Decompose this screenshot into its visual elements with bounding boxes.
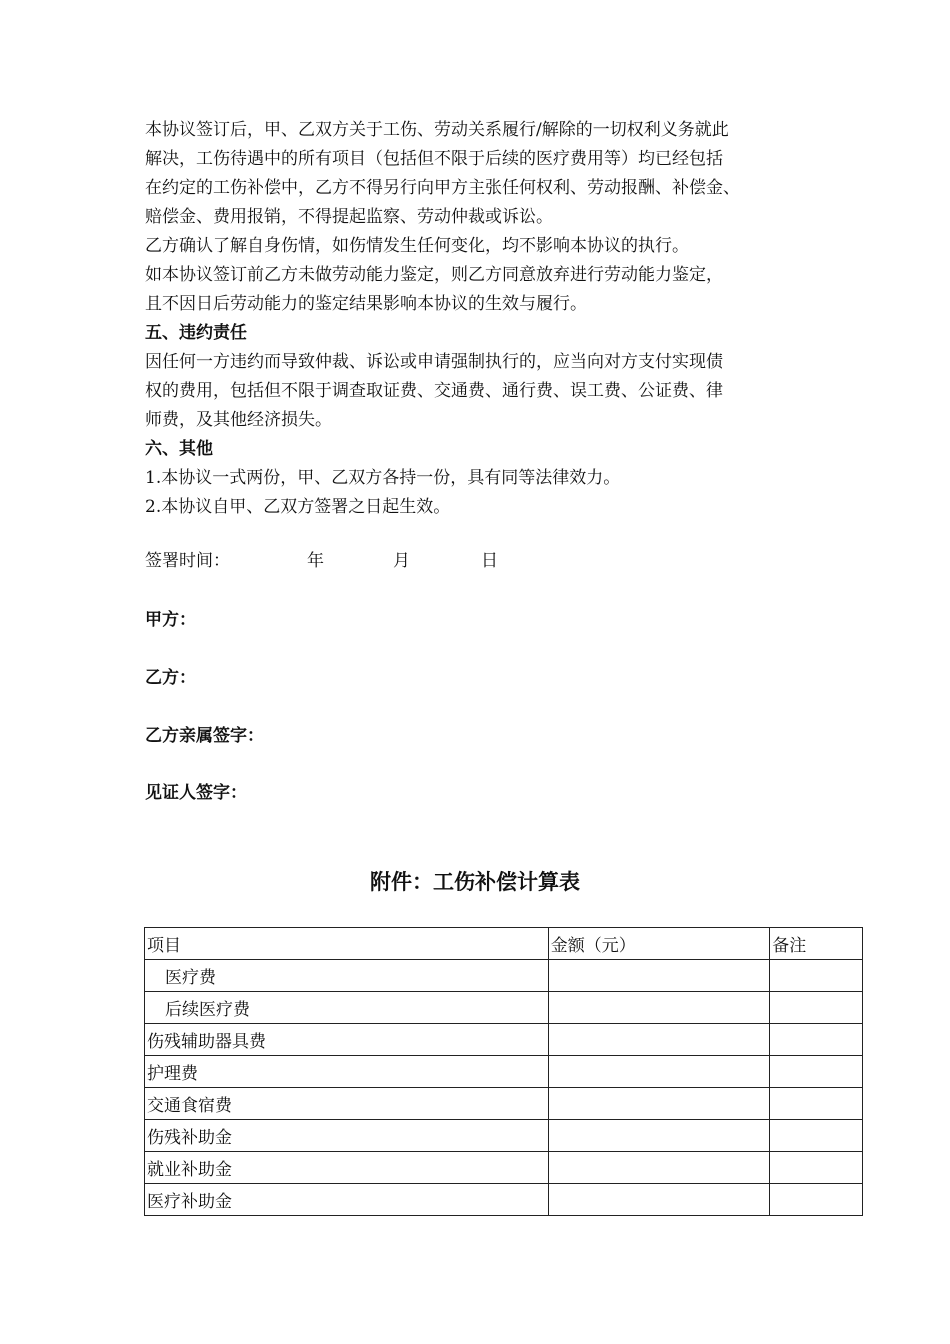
item-cell: 交通食宿费 <box>145 1088 549 1120</box>
amount-cell[interactable] <box>548 1024 769 1056</box>
item-cell: 医疗补助金 <box>145 1184 549 1216</box>
annex-title: 附件：工伤补偿计算表 <box>370 870 580 894</box>
table-header-row <box>145 928 863 960</box>
table-row <box>145 1120 863 1152</box>
note-cell[interactable] <box>770 1024 863 1056</box>
body-line: 权的费用，包括但不限于调查取证费、交通费、通行费、误工费、公证费、律 <box>145 381 723 401</box>
amount-cell[interactable] <box>548 1184 769 1216</box>
table-row <box>145 1184 863 1216</box>
item-cell: 医疗费 <box>145 960 549 992</box>
body-line: 如本协议签订前乙方未做劳动能力鉴定，则乙方同意放弃进行劳动能力鉴定， <box>145 265 723 285</box>
body-line: 赔偿金、费用报销，不得提起监察、劳动仲裁或诉讼。 <box>145 207 553 227</box>
party-a-label: 甲方： <box>145 610 196 630</box>
amount-cell[interactable] <box>548 1056 769 1088</box>
amount-cell[interactable] <box>548 960 769 992</box>
item-cell: 伤残辅助器具费 <box>145 1024 549 1056</box>
signing-year-label: 年 <box>307 551 324 571</box>
body-line: 本协议签订后，甲、乙双方关于工伤、劳动关系履行/解除的一切权利义务就此 <box>145 120 729 140</box>
item-cell: 后续医疗费 <box>145 992 549 1024</box>
amount-cell[interactable] <box>548 1088 769 1120</box>
body-line: 师费，及其他经济损失。 <box>145 410 332 430</box>
table-row <box>145 1056 863 1088</box>
note-cell[interactable] <box>770 1152 863 1184</box>
section-heading-other: 六、其他 <box>145 439 213 459</box>
body-line: 解决，工伤待遇中的所有项目（包括但不限于后续的医疗费用等）均已经包括 <box>145 149 723 169</box>
note-cell[interactable] <box>770 960 863 992</box>
body-line: 在约定的工伤补偿中，乙方不得另行向甲方主张任何权利、劳动报酬、补偿金、 <box>145 178 740 198</box>
item-cell: 护理费 <box>145 1056 549 1088</box>
amount-cell[interactable] <box>548 1152 769 1184</box>
table-row <box>145 1024 863 1056</box>
note-cell[interactable] <box>770 1088 863 1120</box>
relative-signature-label: 乙方亲属签字： <box>145 726 264 746</box>
table-row <box>145 960 863 992</box>
party-b-label: 乙方： <box>145 668 196 688</box>
section-heading-breach: 五、违约责任 <box>145 323 247 343</box>
column-header-amount: 金额（元） <box>548 928 769 960</box>
amount-cell[interactable] <box>548 1120 769 1152</box>
amount-cell[interactable] <box>548 992 769 1024</box>
compensation-table <box>144 927 863 1216</box>
body-line: 2.本协议自甲、乙双方签署之日起生效。 <box>145 497 451 517</box>
signing-day-label: 日 <box>481 551 498 571</box>
column-header-note: 备注 <box>770 928 863 960</box>
item-cell: 伤残补助金 <box>145 1120 549 1152</box>
body-line: 乙方确认了解自身伤情，如伤情发生任何变化，均不影响本协议的执行。 <box>145 236 689 256</box>
table-row <box>145 1088 863 1120</box>
note-cell[interactable] <box>770 1120 863 1152</box>
body-line: 因任何一方违约而导致仲裁、诉讼或申请强制执行的，应当向对方支付实现债 <box>145 352 723 372</box>
signing-date-label: 签署时间： <box>145 551 230 571</box>
note-cell[interactable] <box>770 1056 863 1088</box>
column-header-item: 项目 <box>145 928 549 960</box>
signing-month-label: 月 <box>393 551 410 571</box>
note-cell[interactable] <box>770 1184 863 1216</box>
item-cell: 就业补助金 <box>145 1152 549 1184</box>
table-row <box>145 1152 863 1184</box>
note-cell[interactable] <box>770 992 863 1024</box>
table-row <box>145 992 863 1024</box>
witness-signature-label: 见证人签字： <box>145 783 247 803</box>
body-line: 1.本协议一式两份，甲、乙双方各持一份，具有同等法律效力。 <box>145 468 621 488</box>
body-line: 且不因日后劳动能力的鉴定结果影响本协议的生效与履行。 <box>145 294 587 314</box>
agreement-body <box>145 116 825 522</box>
